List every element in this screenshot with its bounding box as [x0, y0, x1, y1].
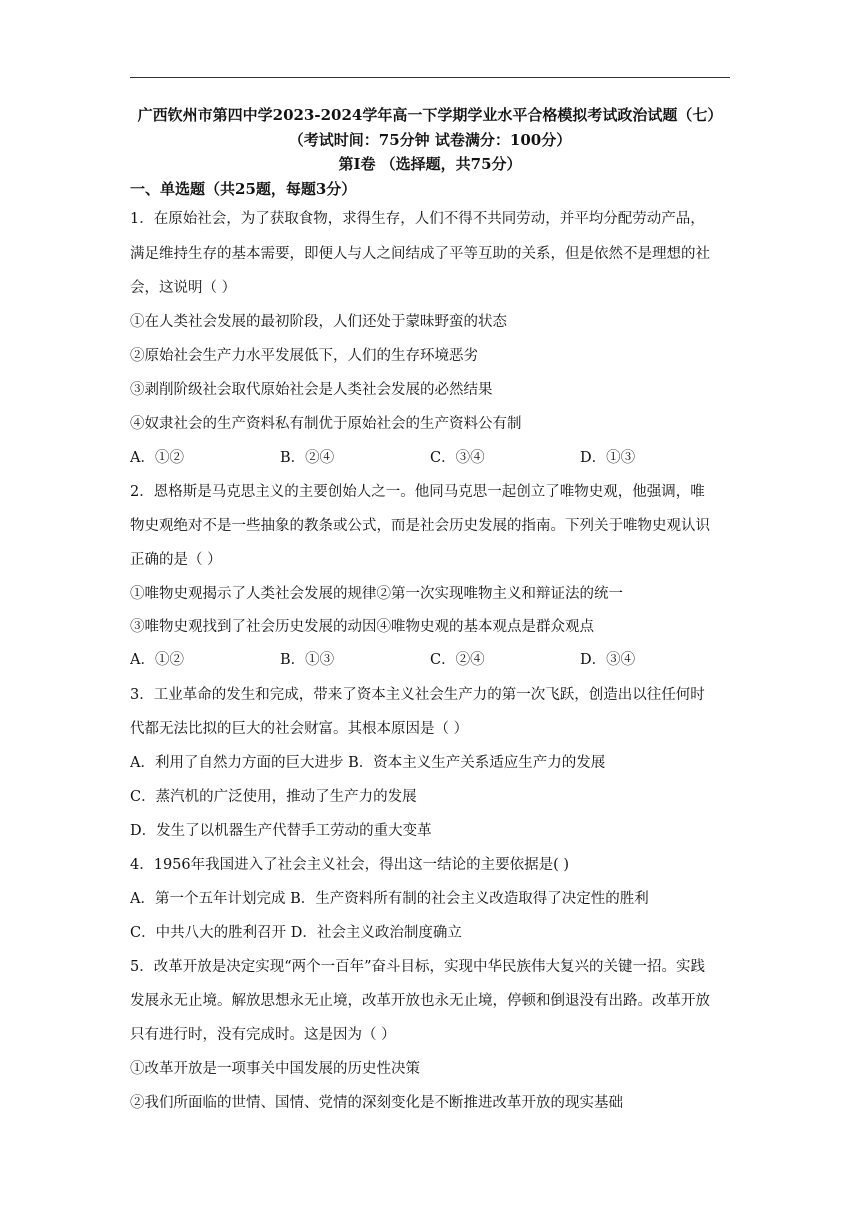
- question-5-item-2: ②我们所面临的世情、国情、党情的深刻变化是不断推进改革开放的现实基础: [130, 1095, 623, 1111]
- question-2-item-1: ①唯物史观揭示了人类社会发展的规律②第一次实现唯物主义和辩证法的统一: [130, 586, 623, 602]
- question-2-option-a: A．①②: [130, 652, 184, 668]
- question-2-stem-line-3: 正确的是（ ）: [130, 552, 222, 568]
- question-1-option-b: B．②④: [280, 450, 335, 466]
- part-heading: 第I卷 （选择题，共75分）: [338, 155, 522, 173]
- question-1-option-a: A．①②: [130, 450, 184, 466]
- question-1-item-2: ②原始社会生产力水平发展低下，人们的生存环境恶劣: [130, 348, 478, 364]
- question-2-stem-line-1: 2．恩格斯是马克思主义的主要创始人之一。他同马克思一起创立了唯物史观，他强调，唯: [130, 484, 705, 500]
- question-3-option-d: D．发生了以机器生产代替手工劳动的重大变革: [130, 823, 432, 839]
- question-4-stem: 4．1956年我国进入了社会主义社会，得出这一结论的主要依据是( ): [130, 857, 570, 873]
- question-1-item-4: ④奴隶社会的生产资料私有制优于原始社会的生产资料公有制: [130, 416, 522, 432]
- exam-title: 广西钦州市第四中学2023-2024学年高一下学期学业水平合格模拟考试政治试题（七）: [137, 106, 723, 124]
- question-3-stem-line-1: 3．工业革命的发生和完成，带来了资本主义社会生产力的第一次飞跃，创造出以往任何时: [130, 687, 705, 703]
- question-2-option-c: C．②④: [430, 652, 485, 668]
- question-2-item-2: ③唯物史观找到了社会历史发展的动因④唯物史观的基本观点是群众观点: [130, 619, 594, 635]
- question-1-item-3: ③剥削阶级社会取代原始社会是人类社会发展的必然结果: [130, 382, 493, 398]
- question-1-stem-line-1: 1．在原始社会，为了获取食物，求得生存，人们不得不共同劳动，并平均分配劳动产品，: [130, 211, 705, 227]
- question-5-stem-line-1: 5．改革开放是决定实现“两个一百年”奋斗目标，实现中华民族伟大复兴的关键一招。实践: [130, 959, 706, 975]
- section-heading: 一、单选题（共25题，每题3分）: [130, 180, 357, 198]
- exam-subtitle: （考试时间：75分钟 试卷满分：100分）: [288, 131, 572, 149]
- question-3-option-c: C．蒸汽机的广泛使用，推动了生产力的发展: [130, 789, 417, 805]
- question-2-option-d: D．③④: [580, 652, 636, 668]
- question-5-stem-line-3: 只有进行时，没有完成时。这是因为（ ）: [130, 1027, 396, 1043]
- question-1-stem-line-3: 会，这说明（ ）: [130, 280, 237, 296]
- question-1-option-c: C．③④: [430, 450, 485, 466]
- question-3-option-ab: A．利用了自然力方面的巨大进步 B．资本主义生产关系适应生产力的发展: [130, 755, 606, 771]
- question-1-item-1: ①在人类社会发展的最初阶段，人们还处于蒙昧野蛮的状态: [130, 314, 507, 330]
- question-3-stem-line-2: 代都无法比拟的巨大的社会财富。其根本原因是（ ）: [130, 721, 469, 737]
- top-rule: [130, 77, 730, 78]
- question-5-item-1: ①改革开放是一项事关中国发展的历史性决策: [130, 1061, 420, 1077]
- question-2-stem-line-2: 物史观绝对不是一些抽象的教条或公式，而是社会历史发展的指南。下列关于唯物史观认识: [130, 518, 710, 534]
- question-2-option-b: B．①③: [280, 652, 335, 668]
- question-4-option-ab: A．第一个五年计划完成 B．生产资料所有制的社会主义改造取得了决定性的胜利: [130, 891, 649, 907]
- question-4-option-cd: C．中共八大的胜利召开 D．社会主义政治制度确立: [130, 925, 462, 941]
- question-1-option-d: D．①③: [580, 450, 636, 466]
- question-5-stem-line-2: 发展永无止境。解放思想永无止境，改革开放也永无止境，停顿和倒退没有出路。改革开放: [130, 993, 710, 1009]
- question-1-stem-line-2: 满足维持生存的基本需要，即便人与人之间结成了平等互助的关系，但是依然不是理想的社: [130, 246, 710, 262]
